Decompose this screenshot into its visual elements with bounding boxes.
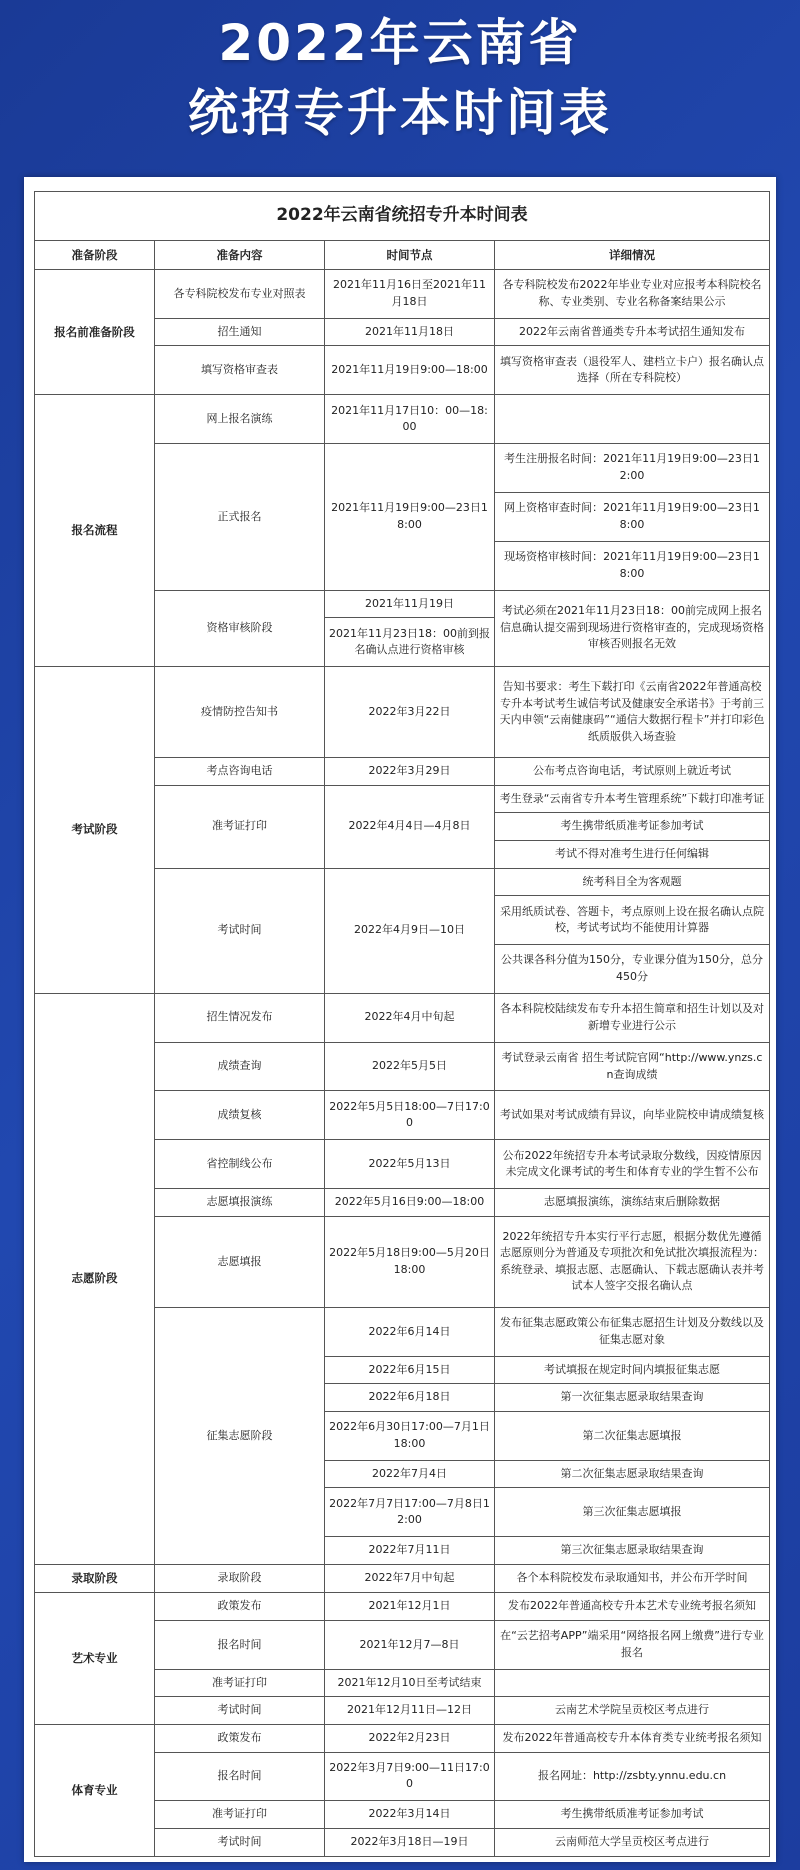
time-cell: 2022年4月9日—10日: [325, 868, 495, 993]
content-cell: 志愿填报演练: [155, 1189, 325, 1217]
detail-cell: 考试如果对考试成绩有异议，向毕业院校申请成绩复核: [495, 1091, 770, 1140]
schedule-sheet: [34, 191, 769, 1857]
poster-title-line-1: 2022年云南省: [218, 14, 582, 72]
content-cell: 准考证打印: [155, 1669, 325, 1697]
detail-cell: 考试不得对准考生进行任何编辑: [495, 840, 770, 868]
time-cell: 2021年11月16日至2021年11月18日: [325, 270, 495, 319]
time-cell: 2022年6月30日17:00—7月1日18:00: [325, 1411, 495, 1460]
schedule-table: [34, 191, 770, 1857]
detail-cell: 云南师范大学呈贡校区考点进行: [495, 1829, 770, 1857]
content-cell: 政策发布: [155, 1724, 325, 1752]
col-header-stage: 准备阶段: [35, 241, 155, 270]
detail-cell: 告知书要求：考生下载打印《云南省2022年普通高校专升本考试考生诚信考试及健康安全承诺书》于考前三天内申领“云南健康码”“通信大数据行程卡”并打印彩色纸质版供入场查验: [495, 666, 770, 757]
time-cell: 2022年6月14日: [325, 1307, 495, 1356]
poster-header: [0, 0, 800, 172]
detail-cell: 在“云艺招考APP”端采用“网络报名网上缴费”进行专业报名: [495, 1620, 770, 1669]
detail-cell: 2022年统招专升本实行平行志愿，根据分数优先遵循志愿原则分为普通及专项批次和免试批次填报流程为：系统登录、填报志愿、志愿确认、下载志愿确认表并考试本人签字交报名确认点: [495, 1216, 770, 1307]
content-cell: 招生通知: [155, 318, 325, 346]
time-cell: 2022年7月4日: [325, 1460, 495, 1488]
stage-cell-volunteer: 志愿阶段: [35, 993, 155, 1564]
content-cell: 考点咨询电话: [155, 758, 325, 786]
content-cell: 各专科院校发布专业对照表: [155, 270, 325, 319]
detail-cell: 发布2022年普通高校专升本体育类专业统考报名须知: [495, 1724, 770, 1752]
table-row: [35, 1564, 770, 1593]
detail-cell: 公共课各科分值为150分，专业课分值为150分，总分450分: [495, 945, 770, 994]
stage-cell-admission: 录取阶段: [35, 1564, 155, 1593]
detail-cell: 公布2022年统招专升本考试录取分数线，因疫情原因未完成文化课考试的考生和体育专业的学生暂不公布: [495, 1140, 770, 1189]
detail-cell: 各本科院校陆续发布专升本招生简章和招生计划以及对新增专业进行公示: [495, 993, 770, 1042]
content-cell: 考试时间: [155, 1697, 325, 1725]
content-cell: 录取阶段: [155, 1564, 325, 1593]
content-cell: 疫情防控告知书: [155, 666, 325, 757]
detail-cell: 采用纸质试卷、答题卡，考点原则上设在报名确认点院校，考试考试均不能使用计算器: [495, 896, 770, 945]
time-cell: 2021年11月19日: [325, 590, 495, 618]
time-cell: 2022年7月11日: [325, 1537, 495, 1565]
content-cell: 征集志愿阶段: [155, 1307, 325, 1564]
stage-cell-prep: 报名前准备阶段: [35, 270, 155, 395]
time-cell: 2022年3月22日: [325, 666, 495, 757]
stage-cell-pe: 体育专业: [35, 1724, 155, 1856]
detail-cell: 考试登录云南省 招生考试院官网“http://www.ynzs.cn查询成绩: [495, 1042, 770, 1091]
content-cell: 考试时间: [155, 1829, 325, 1857]
detail-cell: 云南艺术学院呈贡校区考点进行: [495, 1697, 770, 1725]
detail-cell: 第一次征集志愿录取结果查询: [495, 1384, 770, 1412]
detail-cell: 第三次征集志愿填报: [495, 1488, 770, 1537]
detail-cell: 考生携带纸质准考证参加考试: [495, 813, 770, 841]
detail-cell: 各专科院校发布2022年毕业专业对应报考本科院校名称、专业类别、专业名称备案结果公示: [495, 270, 770, 319]
detail-cell: 填写资格审查表（退役军人、建档立卡户）报名确认点选择（所在专科院校）: [495, 346, 770, 395]
time-cell: 2022年4月中旬起: [325, 993, 495, 1042]
time-cell: 2021年11月23日18：00前到报名确认点进行资格审核: [325, 618, 495, 667]
time-cell: 2022年7月中旬起: [325, 1564, 495, 1593]
detail-cell: 第三次征集志愿录取结果查询: [495, 1537, 770, 1565]
col-header-content: 准备内容: [155, 241, 325, 270]
content-cell: 网上报名演练: [155, 395, 325, 444]
table-row: [35, 1724, 770, 1752]
detail-cell: 发布2022年普通高校专升本艺术专业统考报名须知: [495, 1593, 770, 1621]
content-cell: 志愿填报: [155, 1216, 325, 1307]
time-cell: 2022年6月18日: [325, 1384, 495, 1412]
table-title-row: [35, 192, 770, 241]
detail-cell: 现场资格审核时间：2021年11月19日9:00—23日18:00: [495, 541, 770, 590]
time-cell: 2021年11月19日9:00—18:00: [325, 346, 495, 395]
content-cell: 省控制线公布: [155, 1140, 325, 1189]
col-header-time: 时间节点: [325, 241, 495, 270]
col-header-detail: 详细情况: [495, 241, 770, 270]
poster-title-line-2: 统招专升本时间表: [188, 84, 612, 142]
time-cell: 2022年5月18日9:00—5月20日18:00: [325, 1216, 495, 1307]
stage-cell-exam: 考试阶段: [35, 666, 155, 993]
time-cell: 2022年5月5日18:00—7日17:00: [325, 1091, 495, 1140]
time-cell: 2021年11月19日9:00—23日18:00: [325, 444, 495, 590]
content-cell: 报名时间: [155, 1752, 325, 1801]
detail-cell: 考试填报在规定时间内填报征集志愿: [495, 1356, 770, 1384]
detail-cell: 考生携带纸质准考证参加考试: [495, 1801, 770, 1829]
content-cell: 填写资格审查表: [155, 346, 325, 395]
content-cell: 政策发布: [155, 1593, 325, 1621]
detail-cell: 各个本科院校发布录取通知书，并公布开学时间: [495, 1564, 770, 1593]
detail-cell: 第二次征集志愿填报: [495, 1411, 770, 1460]
detail-cell: [495, 395, 770, 444]
detail-cell: 公布考点咨询电话，考试原则上就近考试: [495, 758, 770, 786]
detail-cell: 考生注册报名时间：2021年11月19日9:00—23日12:00: [495, 444, 770, 493]
stage-cell-art: 艺术专业: [35, 1593, 155, 1725]
content-cell: 准考证打印: [155, 785, 325, 868]
time-cell: 2022年3月18日—19日: [325, 1829, 495, 1857]
content-cell: 资格审核阶段: [155, 590, 325, 666]
table-row: [35, 993, 770, 1042]
detail-cell: 志愿填报演练，演练结束后删除数据: [495, 1189, 770, 1217]
time-cell: 2022年3月7日9:00—11日17:00: [325, 1752, 495, 1801]
detail-cell: [495, 1669, 770, 1697]
time-cell: 2022年5月5日: [325, 1042, 495, 1091]
detail-cell: 网上资格审查时间：2021年11月19日9:00—23日18:00: [495, 492, 770, 541]
time-cell: 2021年11月18日: [325, 318, 495, 346]
content-cell: 正式报名: [155, 444, 325, 590]
content-cell: 招生情况发布: [155, 993, 325, 1042]
detail-cell: 报名网址：http://zsbty.ynnu.edu.cn: [495, 1752, 770, 1801]
time-cell: 2021年12月1日: [325, 1593, 495, 1621]
table-row: [35, 395, 770, 444]
time-cell: 2022年3月29日: [325, 758, 495, 786]
schedule-panel: [24, 177, 776, 1862]
table-row: [35, 666, 770, 757]
time-cell: 2021年12月7—8日: [325, 1620, 495, 1669]
table-row: [35, 270, 770, 319]
time-cell: 2022年5月16日9:00—18:00: [325, 1189, 495, 1217]
detail-cell: 2022年云南省普通类专升本考试招生通知发布: [495, 318, 770, 346]
time-cell: 2021年11月17日10：00—18:00: [325, 395, 495, 444]
time-cell: 2022年2月23日: [325, 1724, 495, 1752]
time-cell: 2022年4月4日—4月8日: [325, 785, 495, 868]
table-header-row: [35, 241, 770, 270]
time-cell: 2022年3月14日: [325, 1801, 495, 1829]
content-cell: 成绩复核: [155, 1091, 325, 1140]
detail-cell: 发布征集志愿政策公布征集志愿招生计划及分数线以及征集志愿对象: [495, 1307, 770, 1356]
content-cell: 成绩查询: [155, 1042, 325, 1091]
time-cell: 2022年5月13日: [325, 1140, 495, 1189]
detail-cell: 第二次征集志愿录取结果查询: [495, 1460, 770, 1488]
content-cell: 准考证打印: [155, 1801, 325, 1829]
detail-cell: 统考科目全为客观题: [495, 868, 770, 896]
time-cell: 2021年12月11日—12日: [325, 1697, 495, 1725]
time-cell: 2022年7月7日17:00—7月8日12:00: [325, 1488, 495, 1537]
time-cell: 2022年6月15日: [325, 1356, 495, 1384]
content-cell: 考试时间: [155, 868, 325, 993]
table-row: [35, 1593, 770, 1621]
detail-cell: 考试必须在2021年11月23日18：00前完成网上报名信息确认提交需到现场进行资格审查的，完成现场资格审核否则报名无效: [495, 590, 770, 666]
detail-cell: 考生登录“云南省专升本考生管理系统”下载打印准考证: [495, 785, 770, 813]
content-cell: 报名时间: [155, 1620, 325, 1669]
time-cell: 2021年12月10日至考试结束: [325, 1669, 495, 1697]
table-title: 2022年云南省统招专升本时间表: [35, 192, 770, 241]
stage-cell-registration: 报名流程: [35, 395, 155, 667]
